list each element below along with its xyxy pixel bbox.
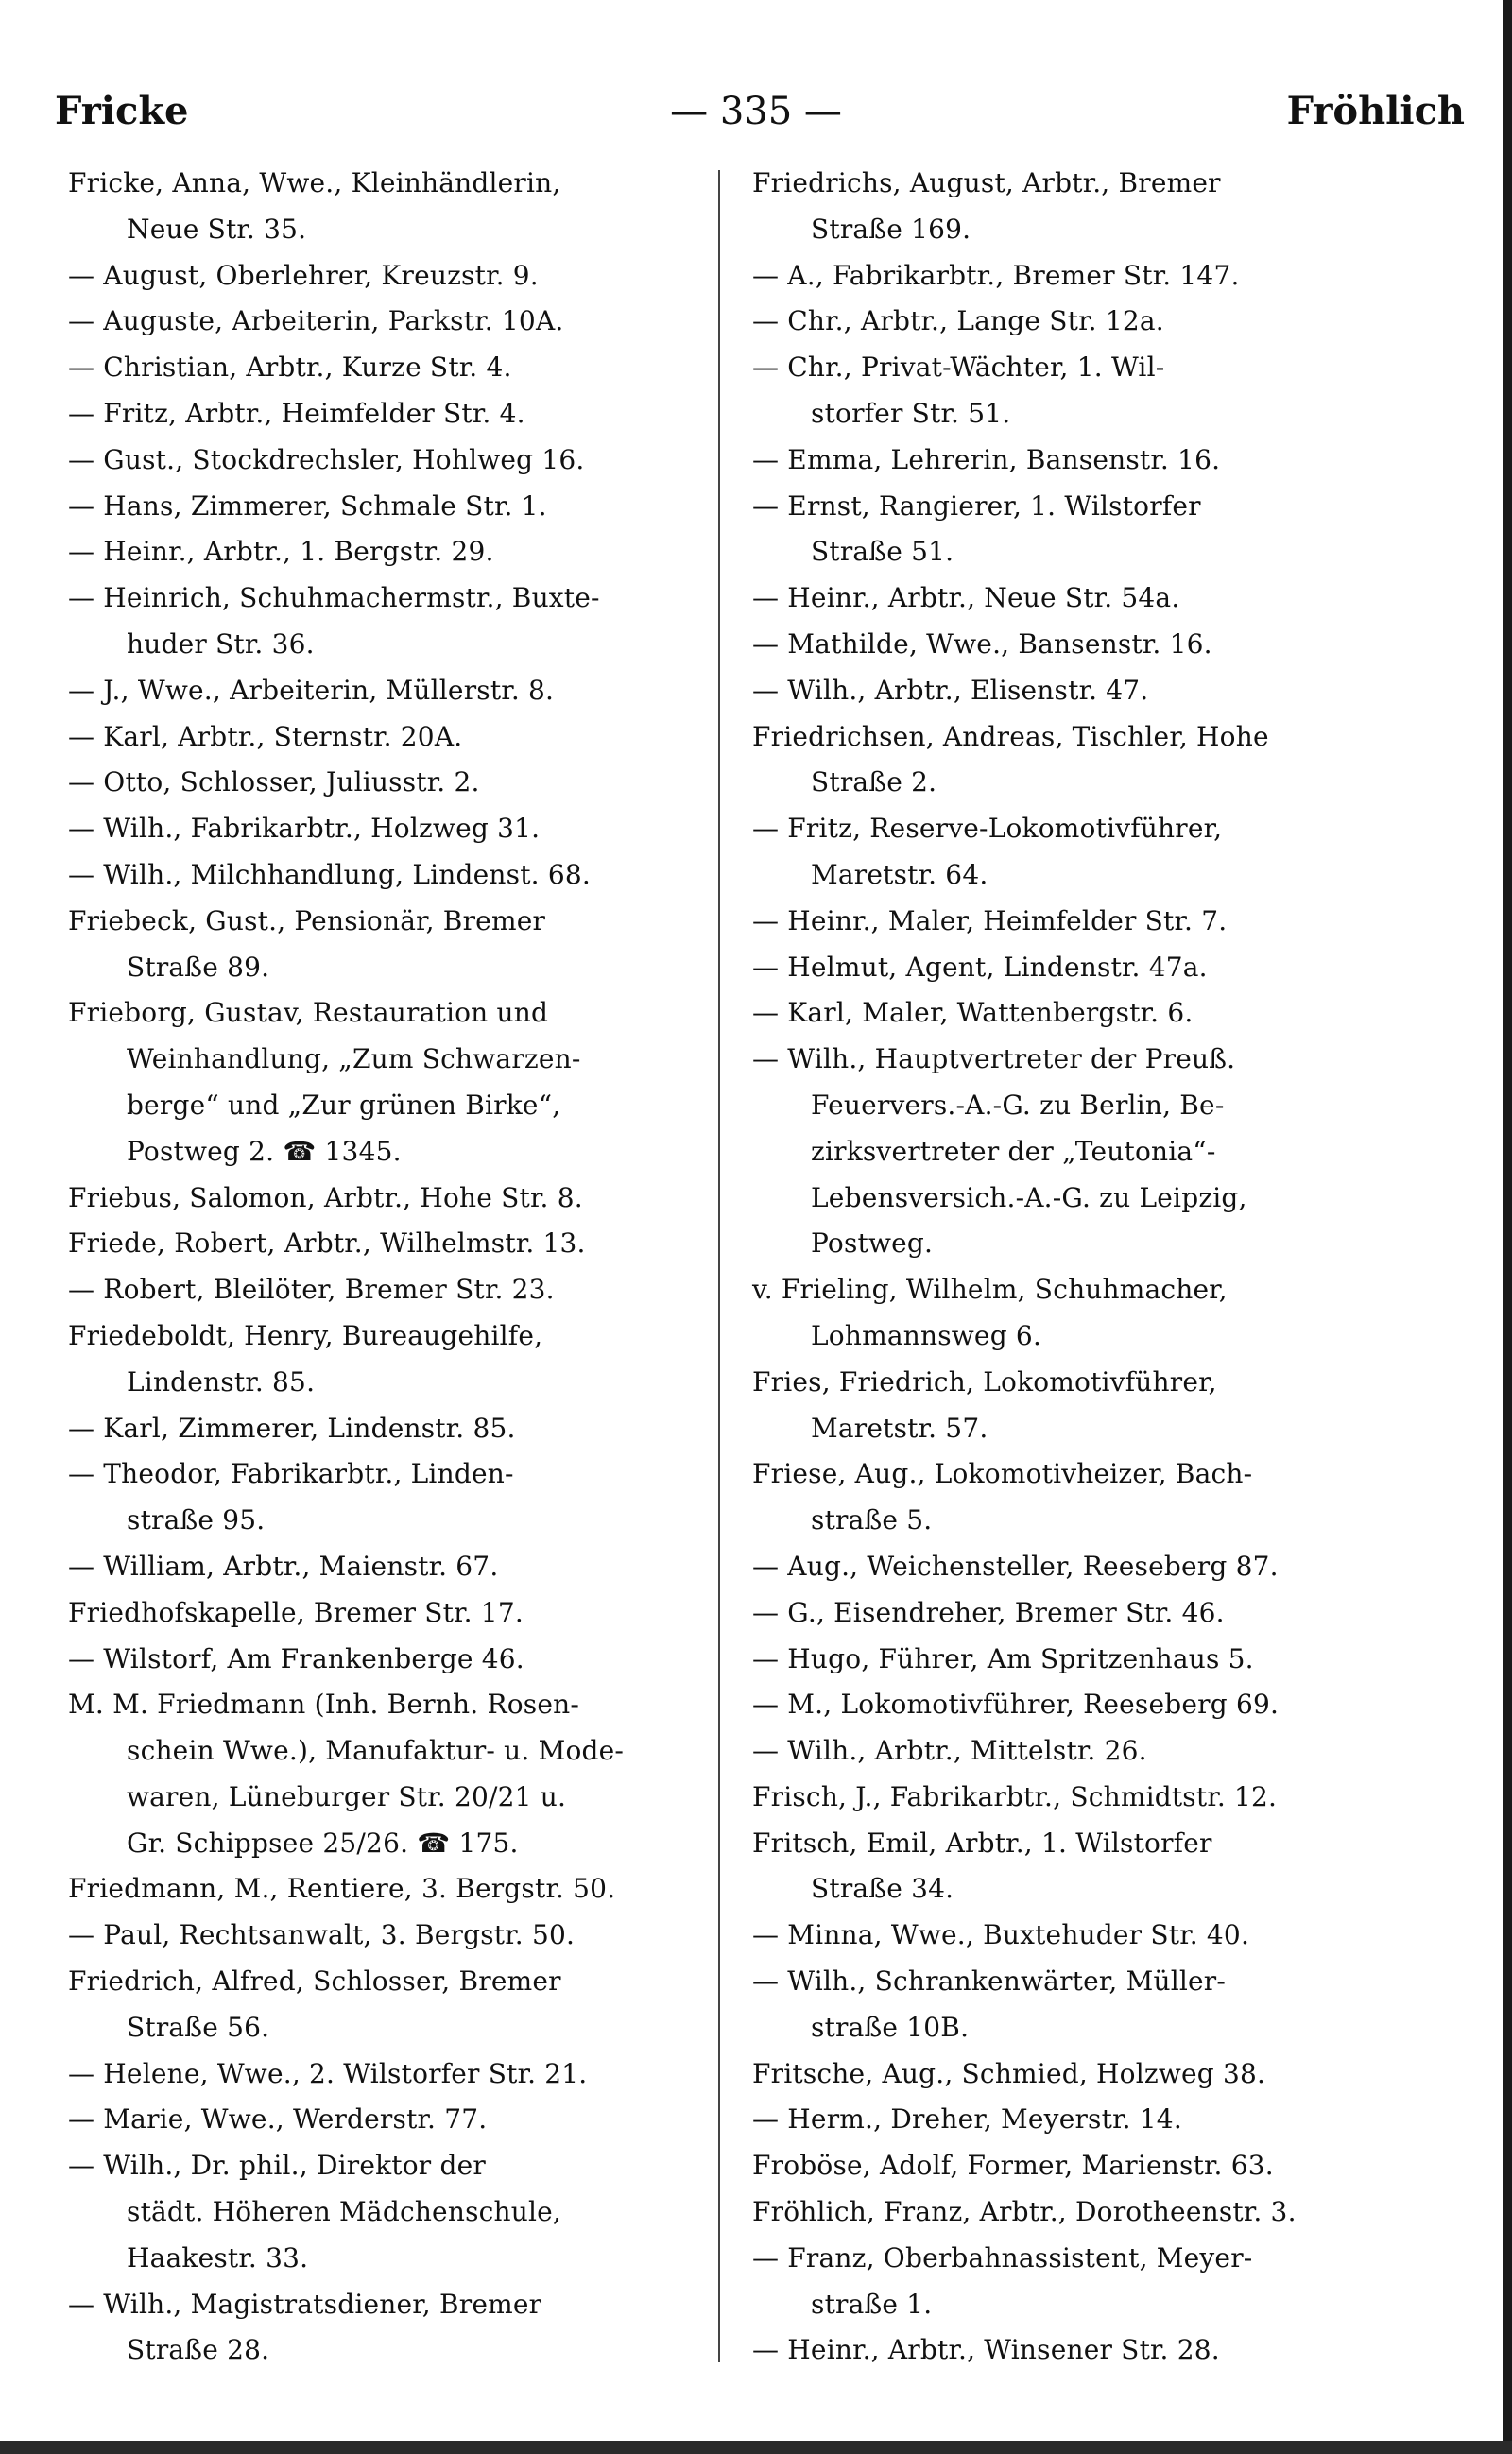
directory-entry-line: — Wilh., Schrankenwärter, Müller-	[752, 1965, 1227, 1998]
directory-entry-line: — Robert, Bleilöter, Bremer Str. 23.	[68, 1274, 555, 1306]
directory-entry-line: Lohmannsweg 6.	[811, 1319, 1042, 1351]
directory-entry-line: Friedrichsen, Andreas, Tischler, Hohe	[752, 720, 1269, 752]
directory-entry-line: — Karl, Zimmerer, Lindenstr. 85.	[68, 1412, 516, 1444]
running-head-left: Fricke	[55, 89, 189, 133]
directory-entry-line: Lindenstr. 85.	[127, 1365, 316, 1398]
directory-entry-line: Postweg.	[811, 1227, 934, 1260]
directory-entry-line: — Helmut, Agent, Lindenstr. 47a.	[752, 951, 1208, 983]
scan-edge-bottom	[0, 2441, 1512, 2454]
directory-entry-line: straße 95.	[127, 1504, 266, 1536]
directory-entry-line: — Wilh., Dr. phil., Direktor der	[68, 2150, 486, 2182]
directory-entry-line: Friede, Robert, Arbtr., Wilhelmstr. 13.	[68, 1227, 586, 1260]
directory-entry-line: — Herm., Dreher, Meyerstr. 14.	[752, 2103, 1182, 2136]
directory-entry-line: schein Wwe.), Manufaktur- u. Mode-	[127, 1735, 625, 1767]
directory-entry-line: — Auguste, Arbeiterin, Parkstr. 10A.	[68, 305, 564, 337]
directory-entry-line: — Aug., Weichensteller, Reeseberg 87.	[752, 1550, 1279, 1582]
directory-entry-line: — Chr., Privat-Wächter, 1. Wil-	[752, 352, 1165, 384]
directory-entry-line: Straße 51.	[811, 536, 954, 568]
directory-entry-line: storfer Str. 51.	[811, 397, 1011, 429]
directory-entry-line: — Fritz, Reserve-Lokomotivführer,	[752, 813, 1223, 845]
directory-entry-line: Straße 28.	[127, 2334, 270, 2366]
directory-entry-line: — Wilh., Milchhandlung, Lindenst. 68.	[68, 858, 592, 890]
directory-entry-line: Straße 2.	[811, 766, 937, 798]
directory-entry-line: straße 1.	[811, 2288, 933, 2320]
directory-entry-line: straße 10B.	[811, 2011, 970, 2043]
directory-entry-line: — Heinr., Arbtr., 1. Bergstr. 29.	[68, 536, 494, 568]
scan-edge-right	[1503, 0, 1512, 2454]
directory-entry-line: — Wilh., Hauptvertreter der Preuß.	[752, 1043, 1236, 1075]
directory-entry-line: Friese, Aug., Lokomotivheizer, Bach-	[752, 1458, 1253, 1490]
directory-entry-line: Friedrich, Alfred, Schlosser, Bremer	[68, 1965, 561, 1998]
directory-entry-line: Friebeck, Gust., Pensionär, Bremer	[68, 904, 546, 936]
directory-entry-line: — Mathilde, Wwe., Bansenstr. 16.	[752, 627, 1212, 660]
directory-entry-line: Haakestr. 33.	[127, 2241, 309, 2274]
directory-entry-line: Friebus, Salomon, Arbtr., Hohe Str. 8.	[68, 1181, 583, 1213]
directory-entry-line: — Helene, Wwe., 2. Wilstorfer Str. 21.	[68, 2057, 588, 2089]
directory-entry-line: — G., Eisendreher, Bremer Str. 46.	[752, 1596, 1225, 1628]
directory-entry-line: — Hugo, Führer, Am Spritzenhaus 5.	[752, 1642, 1254, 1674]
directory-entry-line: — M., Lokomotivführer, Reeseberg 69.	[752, 1689, 1280, 1721]
directory-entry-line: Weinhandlung, „Zum Schwarzen-	[127, 1043, 581, 1075]
directory-entry-line: waren, Lüneburger Str. 20/21 u.	[127, 1780, 567, 1812]
page-number: — 335 —	[670, 90, 842, 133]
directory-entry-line: Fritsch, Emil, Arbtr., 1. Wilstorfer	[752, 1827, 1212, 1859]
directory-entry-line: — William, Arbtr., Maienstr. 67.	[68, 1550, 499, 1582]
directory-entry-line: Straße 169.	[811, 213, 971, 245]
directory-entry-line: — Christian, Arbtr., Kurze Str. 4.	[68, 352, 512, 384]
right-column	[752, 161, 1414, 2374]
directory-entry-line: Fritsche, Aug., Schmied, Holzweg 38.	[752, 2057, 1266, 2089]
directory-entry-line: Neue Str. 35.	[127, 213, 307, 245]
directory-entry-line: Feuervers.-A.-G. zu Berlin, Be-	[811, 1089, 1225, 1121]
directory-entry-line: — Chr., Arbtr., Lange Str. 12a.	[752, 305, 1164, 337]
directory-entry-line: — Franz, Oberbahnassistent, Meyer-	[752, 2241, 1253, 2274]
directory-entry-line: Fricke, Anna, Wwe., Kleinhändlerin,	[68, 167, 561, 198]
directory-entry-line: — Wilh., Fabrikarbtr., Holzweg 31.	[68, 813, 541, 845]
directory-entry-line: — Karl, Maler, Wattenbergstr. 6.	[752, 997, 1194, 1029]
directory-entry-line: Lebensversich.-A.-G. zu Leipzig,	[811, 1181, 1247, 1213]
directory-entry-line: — J., Wwe., Arbeiterin, Müllerstr. 8.	[68, 674, 555, 706]
directory-entry-line: berge“ und „Zur grünen Birke“,	[127, 1089, 561, 1121]
directory-entry-line: straße 5.	[811, 1504, 933, 1536]
directory-entry-line: Frieborg, Gustav, Restauration und	[68, 997, 549, 1029]
directory-entry-line: Frisch, J., Fabrikarbtr., Schmidtstr. 12.	[752, 1780, 1278, 1812]
directory-entry-line: — Paul, Rechtsanwalt, 3. Bergstr. 50.	[68, 1919, 576, 1951]
directory-entry-line: — Fritz, Arbtr., Heimfelder Str. 4.	[68, 397, 525, 429]
left-column	[68, 161, 730, 2374]
directory-entry-line: — Karl, Arbtr., Sternstr. 20A.	[68, 720, 463, 752]
directory-entry-line: Straße 89.	[127, 951, 270, 983]
directory-entry-line: Friedeboldt, Henry, Bureaugehilfe,	[68, 1319, 543, 1351]
directory-entry-line: Friedrichs, August, Arbtr., Bremer	[752, 167, 1221, 198]
directory-entry-line: — August, Oberlehrer, Kreuzstr. 9.	[68, 259, 539, 291]
directory-entry-line: — Gust., Stockdrechsler, Hohlweg 16.	[68, 443, 585, 475]
directory-entry-line: — Heinr., Maler, Heimfelder Str. 7.	[752, 904, 1228, 936]
directory-entry-line: — Otto, Schlosser, Juliusstr. 2.	[68, 766, 480, 798]
directory-entry-line: Fries, Friedrich, Lokomotivführer,	[752, 1365, 1217, 1398]
directory-entry-line: Straße 56.	[127, 2011, 270, 2043]
directory-entry-line: Maretstr. 57.	[811, 1412, 988, 1444]
directory-entry-line: — A., Fabrikarbtr., Bremer Str. 147.	[752, 259, 1240, 291]
directory-entry-line: Froböse, Adolf, Former, Marienstr. 63.	[752, 2150, 1274, 2182]
directory-entry-line: — Marie, Wwe., Werderstr. 77.	[68, 2103, 488, 2136]
directory-entry-line: Maretstr. 64.	[811, 858, 988, 890]
directory-entry-line: — Minna, Wwe., Buxtehuder Str. 40.	[752, 1919, 1250, 1951]
directory-entry-line: — Wilh., Arbtr., Elisenstr. 47.	[752, 674, 1149, 706]
directory-entry-line: — Emma, Lehrerin, Bansenstr. 16.	[752, 443, 1221, 475]
directory-entry-line: — Heinr., Arbtr., Winsener Str. 28.	[752, 2334, 1220, 2366]
directory-entry-line: Friedhofskapelle, Bremer Str. 17.	[68, 1596, 524, 1628]
directory-entry-line: M. M. Friedmann (Inh. Bernh. Rosen-	[68, 1689, 580, 1721]
directory-entry-line: — Ernst, Rangierer, 1. Wilstorfer	[752, 489, 1201, 522]
directory-entry-line: — Heinr., Arbtr., Neue Str. 54a.	[752, 582, 1180, 614]
directory-entry-line: — Wilstorf, Am Frankenberge 46.	[68, 1642, 524, 1674]
directory-entry-line: — Theodor, Fabrikarbtr., Linden-	[68, 1458, 514, 1490]
directory-entry-line: zirksvertreter der „Teutonia“-	[811, 1135, 1216, 1167]
directory-entry-line: Fröhlich, Franz, Arbtr., Dorotheenstr. 3.	[752, 2196, 1297, 2228]
running-head-right: Fröhlich	[1286, 89, 1465, 133]
directory-entry-line: Straße 34.	[811, 1873, 954, 1905]
directory-entry-line: v. Frieling, Wilhelm, Schuhmacher,	[752, 1274, 1228, 1306]
directory-entry-line: Gr. Schippsee 25/26. ☎ 175.	[127, 1827, 519, 1859]
directory-entry-line: Friedmann, M., Rentiere, 3. Bergstr. 50.	[68, 1873, 616, 1905]
directory-entry-line: — Heinrich, Schuhmachermstr., Buxte-	[68, 582, 600, 614]
directory-entry-line: — Hans, Zimmerer, Schmale Str. 1.	[68, 489, 547, 522]
directory-entry-line: — Wilh., Arbtr., Mittelstr. 26.	[752, 1735, 1147, 1767]
directory-entry-line: Postweg 2. ☎ 1345.	[127, 1135, 402, 1167]
directory-entry-line: städt. Höheren Mädchenschule,	[127, 2196, 562, 2228]
directory-entry-line: — Wilh., Magistratsdiener, Bremer	[68, 2288, 542, 2320]
directory-entry-line: huder Str. 36.	[127, 627, 315, 660]
